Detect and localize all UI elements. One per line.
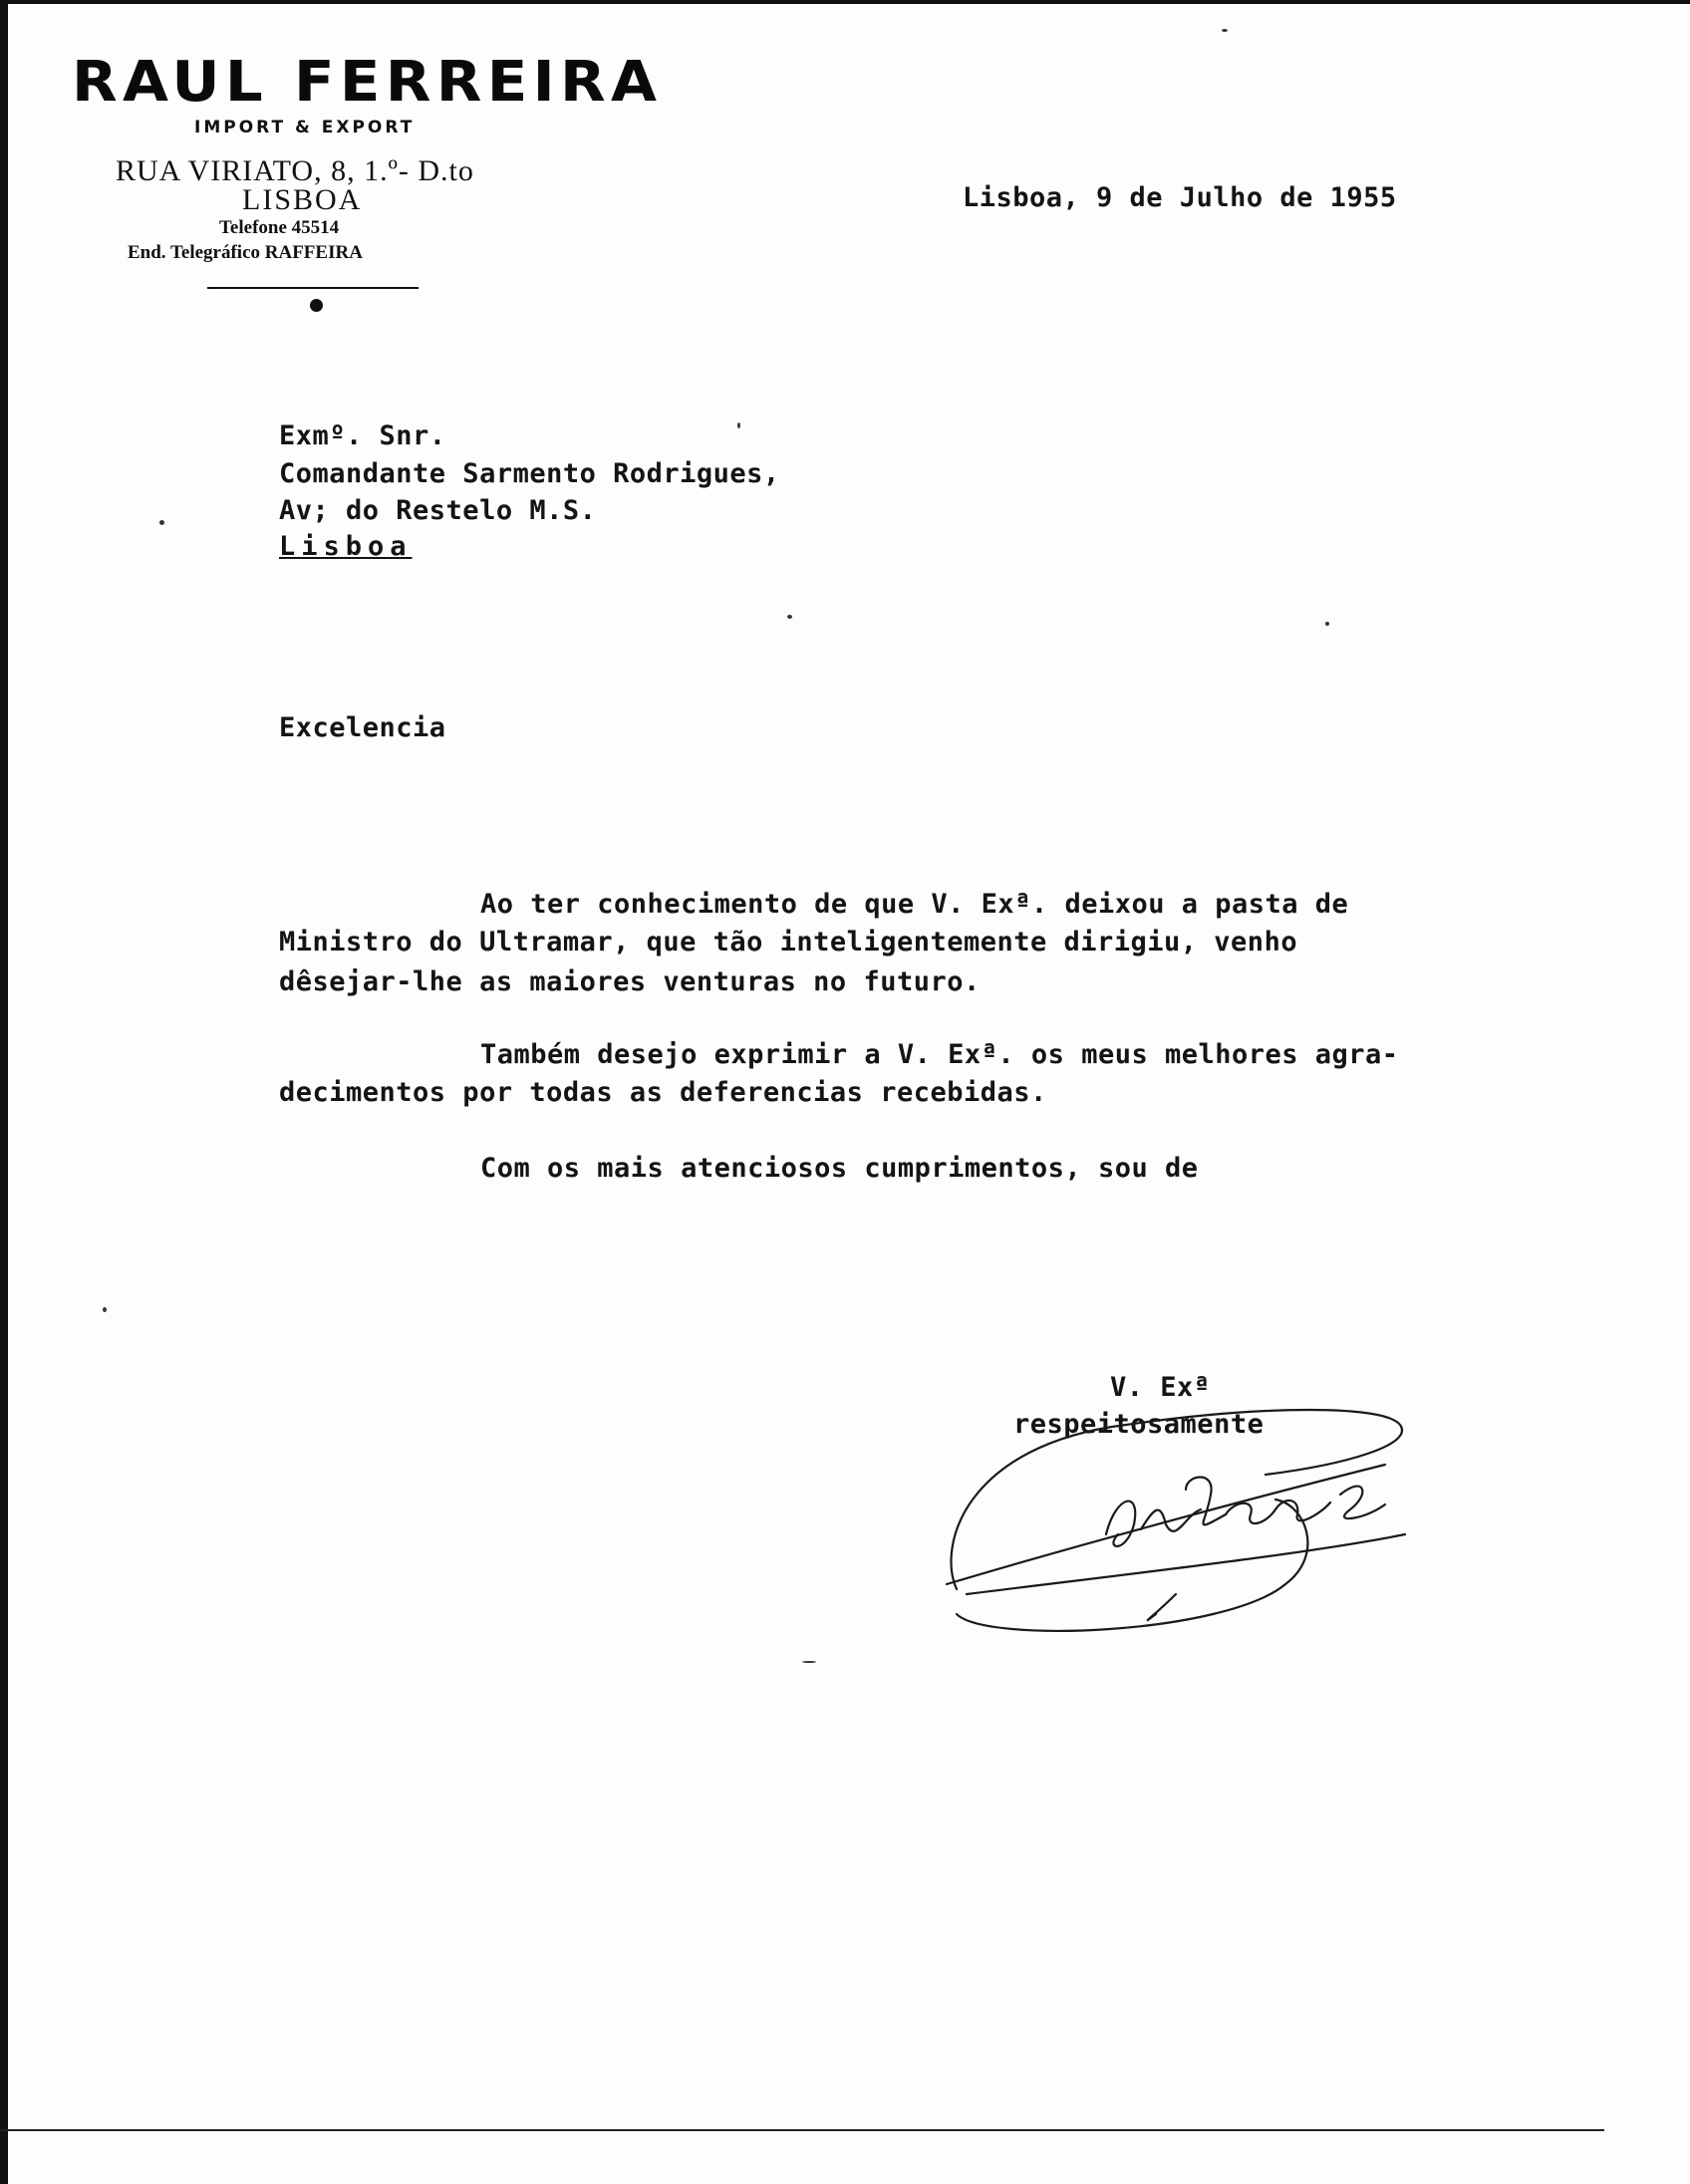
paragraph-1-line-1: Ao ter conhecimento de que V. Exª. deixou a pasta de: [480, 889, 1349, 920]
scan-speck: [103, 1307, 107, 1312]
scan-speck: [1325, 622, 1329, 626]
recipient-name: Comandante Sarmento Rodrigues,: [279, 458, 780, 489]
paragraph-2-line-2: decimentos por todas as deferencias recebidas.: [279, 1077, 1047, 1108]
scan-speck: [802, 1661, 816, 1663]
letterhead-divider: [207, 287, 419, 289]
closing-line-1: V. Exª: [1110, 1372, 1211, 1403]
letterhead-phone: Telefone 45514: [219, 217, 340, 238]
handwritten-signature: [927, 1385, 1445, 1644]
letterhead-address: RUA VIRIATO, 8, 1.º- D.to: [116, 154, 474, 187]
recipient-city: Lisboa: [279, 531, 413, 562]
scan-speck: [1222, 29, 1228, 32]
scan-border-left: [0, 0, 8, 2184]
scan-speck: [159, 520, 164, 525]
letterhead-tagline: IMPORT & EXPORT: [194, 118, 416, 137]
letterhead-city: LISBOA: [242, 183, 363, 216]
letterhead-telegraph: End. Telegráfico RAFFEIRA: [128, 242, 363, 263]
paragraph-2-line-1: Também desejo exprimir a V. Exª. os meus melhores agra-: [480, 1039, 1399, 1070]
paragraph-1-line-3: dêsejar-lhe as maiores venturas no futuro.: [279, 966, 981, 997]
paragraph-3: Com os mais atenciosos cumprimentos, sou de: [480, 1153, 1199, 1184]
scan-border-top: [0, 0, 1690, 4]
scan-border-bottom: [0, 2129, 1604, 2131]
letter-date: Lisboa, 9 de Julho de 1955: [963, 182, 1397, 213]
letterhead-company-name: RAUL FERREIRA: [72, 50, 663, 115]
recipient-title: Exmº. Snr.: [279, 420, 446, 451]
recipient-street: Av; do Restelo M.S.: [279, 495, 597, 526]
scan-speck: [787, 615, 792, 619]
paragraph-1-line-2: Ministro do Ultramar, que tão inteligentemente dirigiu, venho: [279, 927, 1298, 957]
closing-line-2: respeitosamente: [1013, 1409, 1265, 1440]
scan-speck: [737, 422, 740, 428]
salutation: Excelencia: [279, 712, 446, 743]
letterhead-dot-ornament: [310, 299, 323, 312]
